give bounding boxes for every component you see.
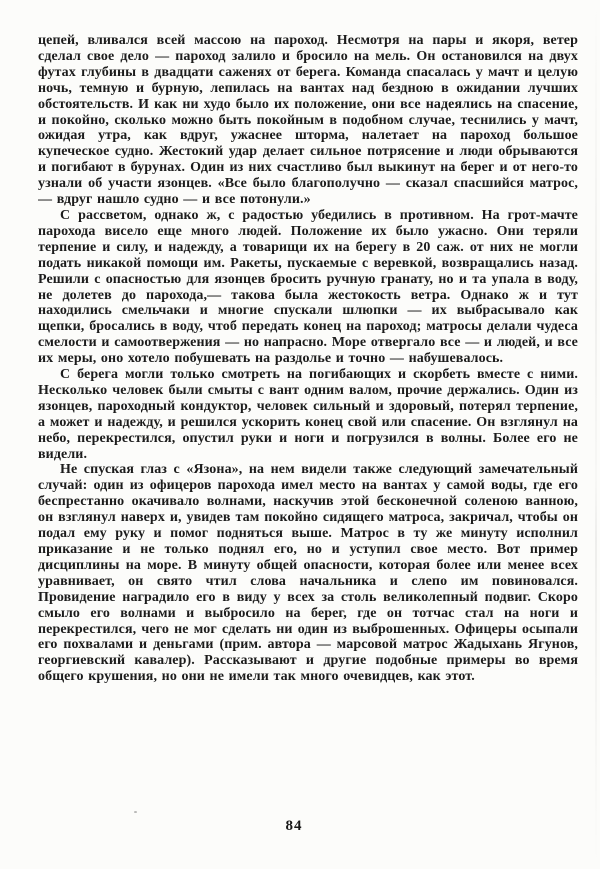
page-footer: [38, 817, 578, 835]
paragraph: С рассветом, однако ж, с радостью убедились в противном. На грот-мачте парохода висело еще много людей. Положение их было ужасно. Они теряли терпение и силу, и надежду, а товарищи их на берегу в 20 саж. от них не могли подать никакой помощи им. Ракеты, пускаемые с веревкой, возвращались назад. Решили с опасностью для язонцев бросить ручную гранату, но и та упала в воду, не долетев до парохода,— такова была жестокость ветра. Однако ж и тут находились смельчаки и многие спускали шлюпки — их выбрасывало как щепки, бросались в воду, чтоб передать конец на пароход; матросы делали чудеса смелости и самоотвержения — но напрасно. Море отвергало все — и людей, и все их меры, оно хотело побушевать на раздолье и точно — набушевалось.: [38, 207, 578, 367]
paragraph: Не спуская глаз с «Язона», на нем видели также следующий замечательный случай: один из офицеров парохода имел место на вантах у самой воды, где его беспрестанно окачивало волнами, наскучив этой бесконечной соленою ванною, он взглянул наверх и, увидев там покойно сидящего матроса, закричал, чтобы он подал ему руку и помог подняться выше. Матрос в ту же минуту исполнил приказание и не только поднял его, но и уступил свое место. Вот пример дисциплины на море. В минуту общей опасности, которая более или менее всех уравнивает, он свято чтил слова начальника и слепо им повиновался. Провидение наградило его в виду у всех за столь великолепный подвиг. Скоро смыло его волнами и выбросило на берег, где он тотчас стал на ноги и перекрестился, чего не мог сделать ни один из выброшенных. Офицеры осыпали его похвалами и деньгами (прим. автора — марсовой матрос Жадыхань Ягунов, георгиевский кавалер). Рассказывают и другие подобные примеры во время общего крушения, но они не имели так много очевидцев, как этот.: [38, 462, 578, 685]
paragraph: С берега могли только смотреть на погибающих и скорбеть вместе с ними. Несколько человек были смыты с вант одним валом, прочие держались. Один из язонцев, пароходный кондуктор, человек сильный и здоровый, потерял терпение, а может и надежду, и решился ускорить конец свой или спасение. Он взглянул на небо, перекрестился, опустил руки и ноги и погрузился в волны. Более его не видели.: [38, 367, 578, 462]
paragraph-continuation: цепей, вливался всей массою на пароход. Несмотря на пары и якоря, ветер сделал свое дело — пароход залило и бросило на мель. Он остановился на двух футах глубины в двадцати саженях от берега. Команда спасалась у мачт и целую ночь, темную и бурную, лепилась на вантах над бездною в ожидании лучших обстоятельств. И как ни худо было их положение, они все надеялись на спасение, и покойно, сколько можно быть покойным в подобном случае, теснились у мачт, ожидая утра, как вдруг, ужаснее шторма, налетает на пароход большое купеческое судно. Жестокий удар делает сильное потрясение и люди обрываются и погибают в бурунах. Один из них счастливо был выкинут на берег и от него-то узнали об участи язонцев. «Все было благополучно — сказал спасшийся матрос,— вдруг нашло судно — и все потонули.»: [38, 33, 578, 208]
page-number: 84: [285, 818, 303, 834]
scan-edge-shadow: [595, 0, 597, 869]
scan-artifact: [134, 811, 137, 813]
body-text-block: [38, 33, 578, 815]
